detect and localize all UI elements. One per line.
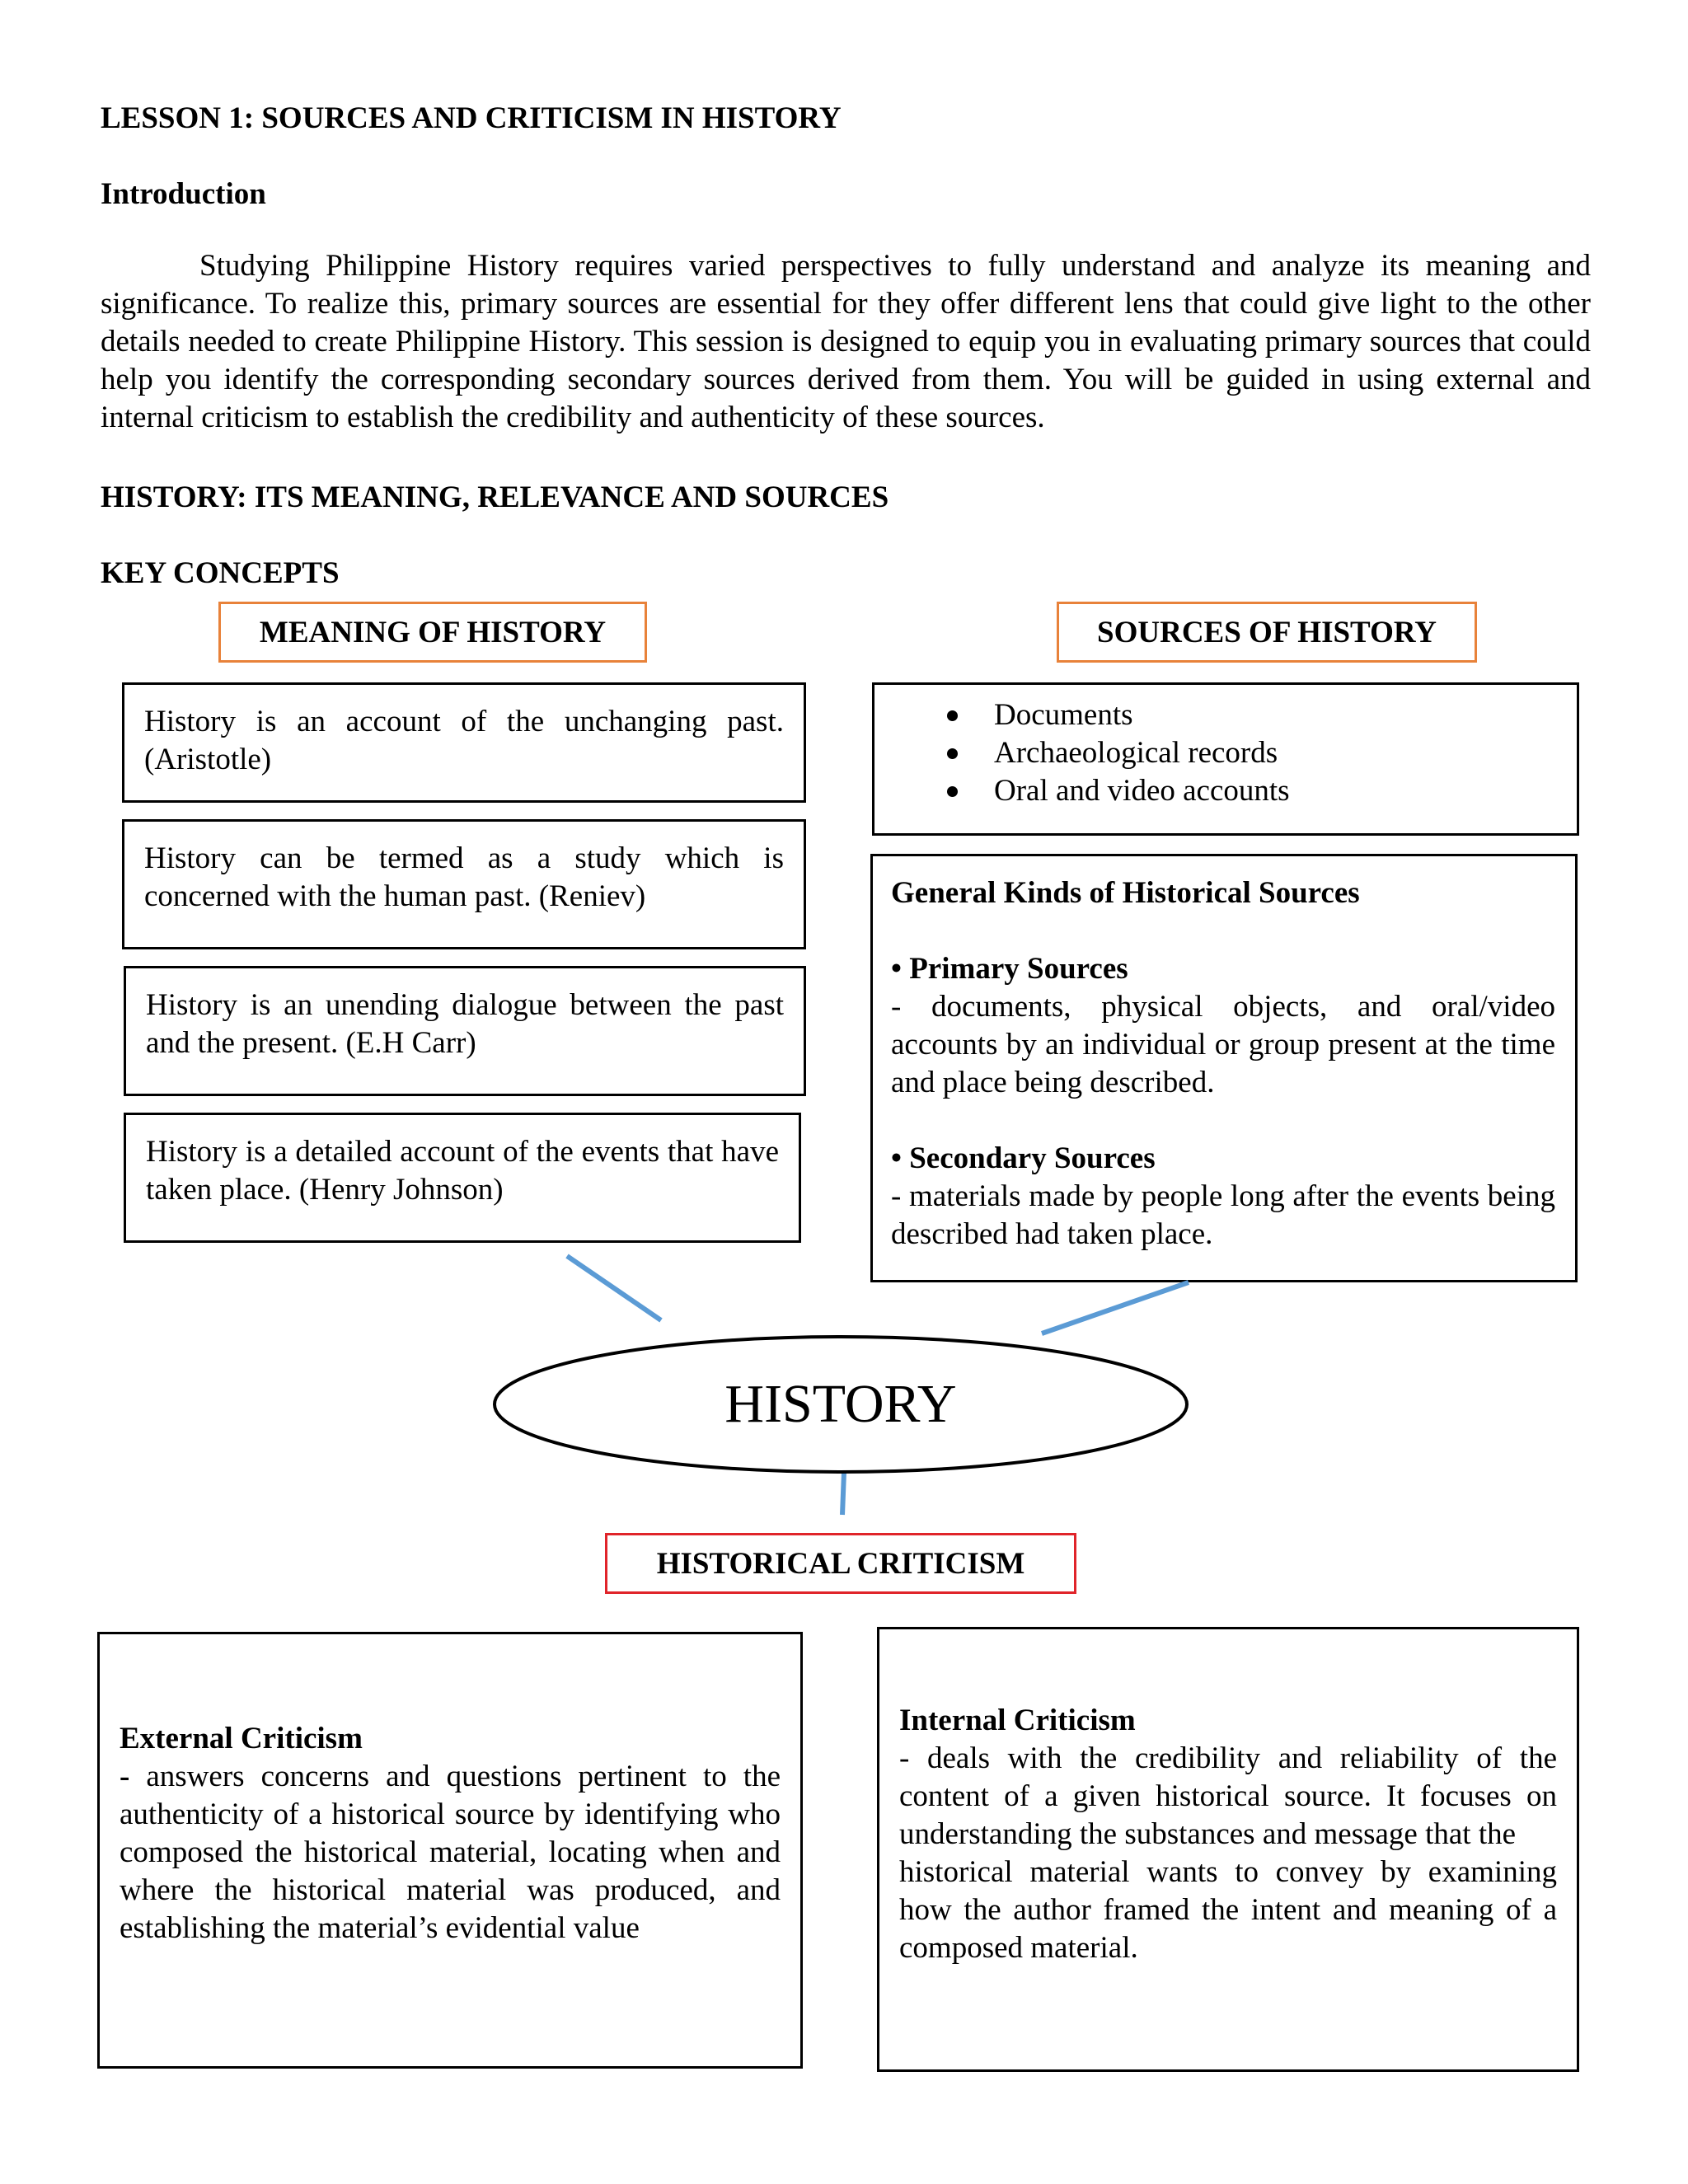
- history-center-label: HISTORY: [724, 1374, 957, 1434]
- connector-line: [1042, 1282, 1189, 1333]
- primary-sources-desc: - documents, physical objects, and oral/video accounts by an individual or group present at the time and place being described.: [891, 990, 1555, 1099]
- connector-line: [842, 1472, 844, 1515]
- intro-heading: Introduction: [101, 177, 266, 211]
- key-concepts-heading: KEY CONCEPTS: [101, 556, 340, 590]
- sources-list-item: Archaeological records: [874, 734, 1577, 772]
- external-criticism-desc: - answers concerns and questions pertinent to the authenticity of a historical source by identifying who composed the historical material, locating when and where the historical material was produced, and establishing the material’s evidential value: [120, 1760, 781, 1945]
- secondary-sources-title: • Secondary Sources: [891, 1141, 1156, 1175]
- sources-list-item: Documents: [874, 696, 1577, 734]
- external-criticism-title: External Criticism: [120, 1722, 363, 1755]
- external-criticism-box: [97, 1632, 803, 2069]
- section-heading: HISTORY: ITS MEANING, RELEVANCE AND SOURCES: [101, 480, 889, 514]
- meaning-box-johnson: History is a detailed account of the events that have taken place. (Henry Johnson): [124, 1113, 801, 1243]
- connector-line: [567, 1256, 661, 1320]
- meaning-box-reniev: History can be termed as a study which is concerned with the human past. (Reniev): [122, 819, 806, 949]
- historical-criticism-label: HISTORICAL CRITICISM: [605, 1533, 1076, 1594]
- internal-criticism-desc-1: - deals with the credibility and reliability of the content of a given historical source. It focuses on understanding the substances and message that the: [899, 1741, 1557, 1851]
- meaning-of-history-label: MEANING OF HISTORY: [218, 602, 647, 663]
- primary-sources-title: • Primary Sources: [891, 952, 1128, 986]
- secondary-sources-desc: - materials made by people long after the events being described had taken place.: [891, 1179, 1555, 1251]
- internal-criticism-desc-2: historical material wants to convey by examining how the author framed the intent and meaning of a composed material.: [899, 1855, 1557, 1965]
- meaning-box-carr: History is an unending dialogue between the past and the present. (E.H Carr): [124, 966, 806, 1096]
- general-kinds-title: General Kinds of Historical Sources: [891, 876, 1360, 910]
- lesson-title: LESSON 1: SOURCES AND CRITICISM IN HISTORY: [101, 101, 842, 135]
- intro-paragraph: Studying Philippine History requires varied perspectives to fully understand and analyze its meaning and significance. To realize this, primary sources are essential for they offer different lens that could give light to the other details needed to create Philippine History. This session is designed to equip you in evaluating primary sources that could help you identify the corresponding secondary sources derived from them. You will be guided in using external and internal criticism to establish the credibility and authenticity of these sources.: [101, 249, 1591, 434]
- internal-criticism-box: [877, 1627, 1579, 2072]
- sources-of-history-label: SOURCES OF HISTORY: [1057, 602, 1477, 663]
- meaning-box-aristotle: History is an account of the unchanging past. (Aristotle): [122, 682, 806, 803]
- sources-list-item: Oral and video accounts: [874, 772, 1577, 810]
- internal-criticism-title: Internal Criticism: [899, 1704, 1136, 1737]
